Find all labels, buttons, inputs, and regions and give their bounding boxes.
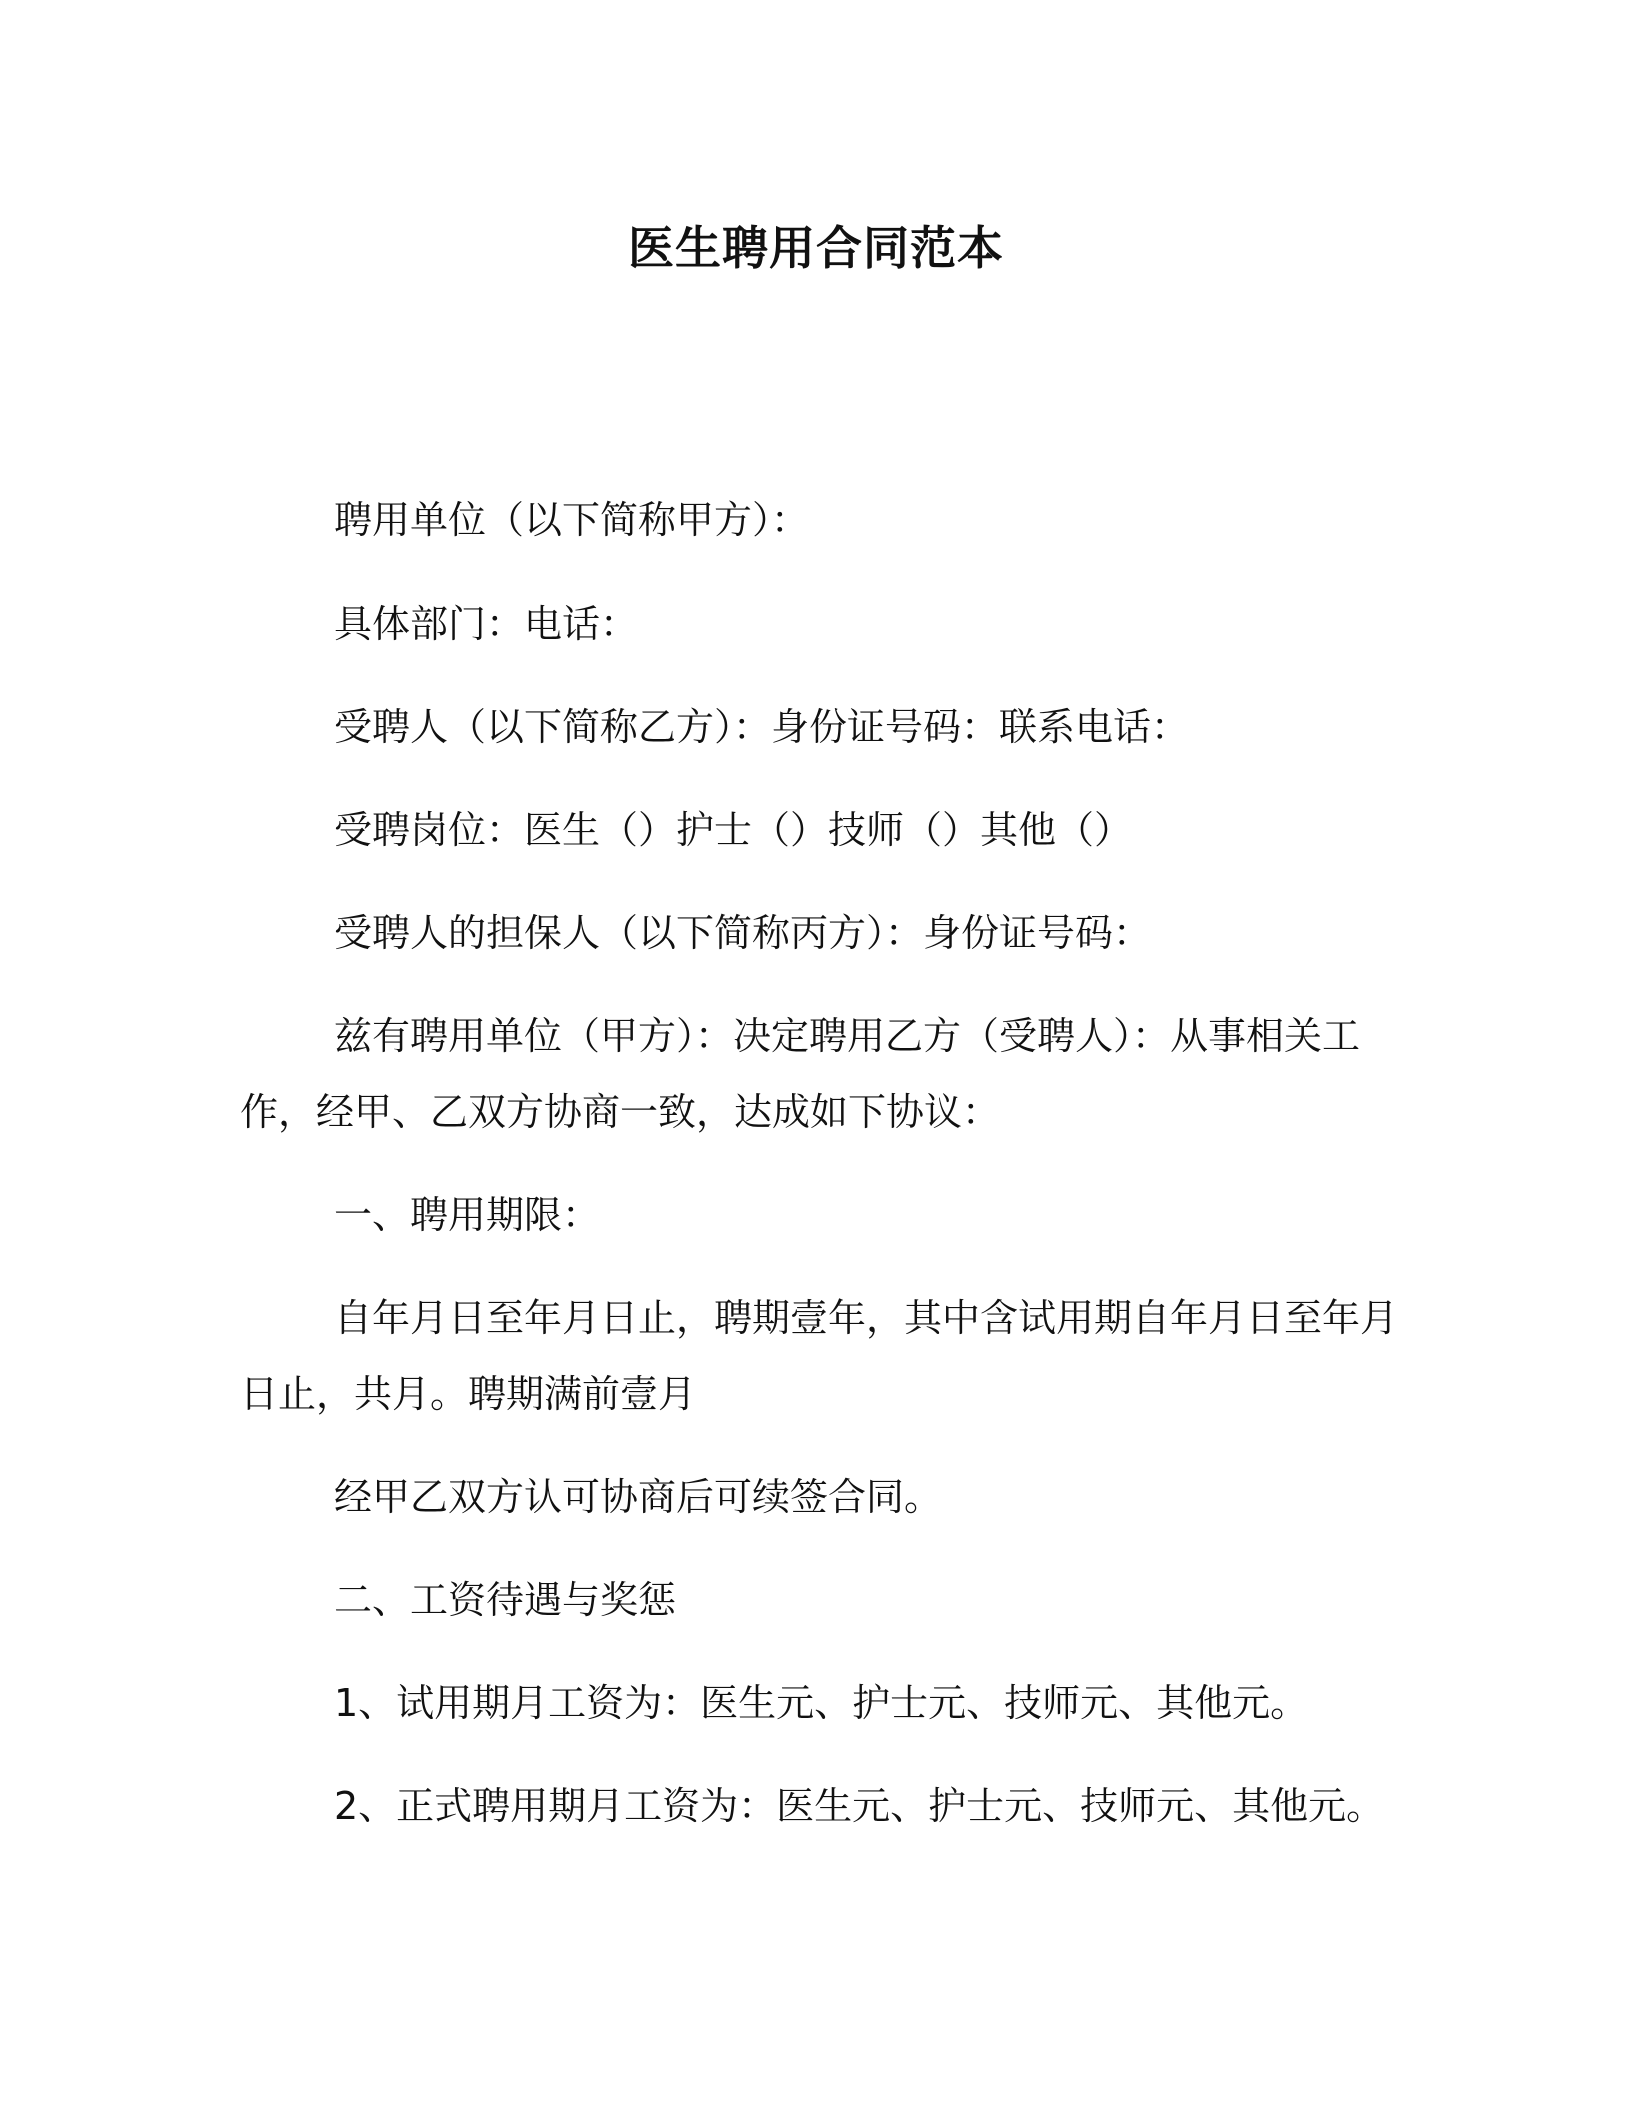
agreement-intro-line-2: 作，经甲、乙双方协商一致，达成如下协议： bbox=[240, 1090, 1001, 1134]
section-1-heading: 一、聘用期限： bbox=[334, 1193, 601, 1237]
term-line-1: 自年月日至年月日止，聘期壹年，其中含试用期自年月日至年月 bbox=[334, 1296, 1399, 1340]
agreement-intro-line-1: 兹有聘用单位（甲方）：决定聘用乙方（受聘人）：从事相关工 bbox=[334, 1014, 1361, 1058]
section-2-heading: 二、工资待遇与奖惩 bbox=[334, 1578, 677, 1622]
guarantor-line: 受聘人的担保人（以下简称丙方）：身份证号码： bbox=[334, 911, 1152, 955]
department-line: 具体部门：电话： bbox=[334, 602, 639, 646]
term-line-2: 日止，共月。聘期满前壹月 bbox=[240, 1372, 697, 1416]
renewal-line: 经甲乙双方认可协商后可续签合同。 bbox=[334, 1475, 943, 1519]
probation-salary-line: 1、试用期月工资为：医生元、护士元、技师元、其他元。 bbox=[334, 1681, 1309, 1725]
employee-line: 受聘人（以下简称乙方）：身份证号码：联系电话： bbox=[334, 705, 1190, 749]
position-line: 受聘岗位：医生（）护士（）技师（）其他（） bbox=[334, 808, 1133, 852]
document-title: 医生聘用合同范本 bbox=[628, 221, 1004, 275]
employer-line: 聘用单位（以下简称甲方）： bbox=[334, 498, 810, 542]
formal-salary-line: 2、正式聘用期月工资为：医生元、护士元、技师元、其他元。 bbox=[334, 1784, 1385, 1828]
